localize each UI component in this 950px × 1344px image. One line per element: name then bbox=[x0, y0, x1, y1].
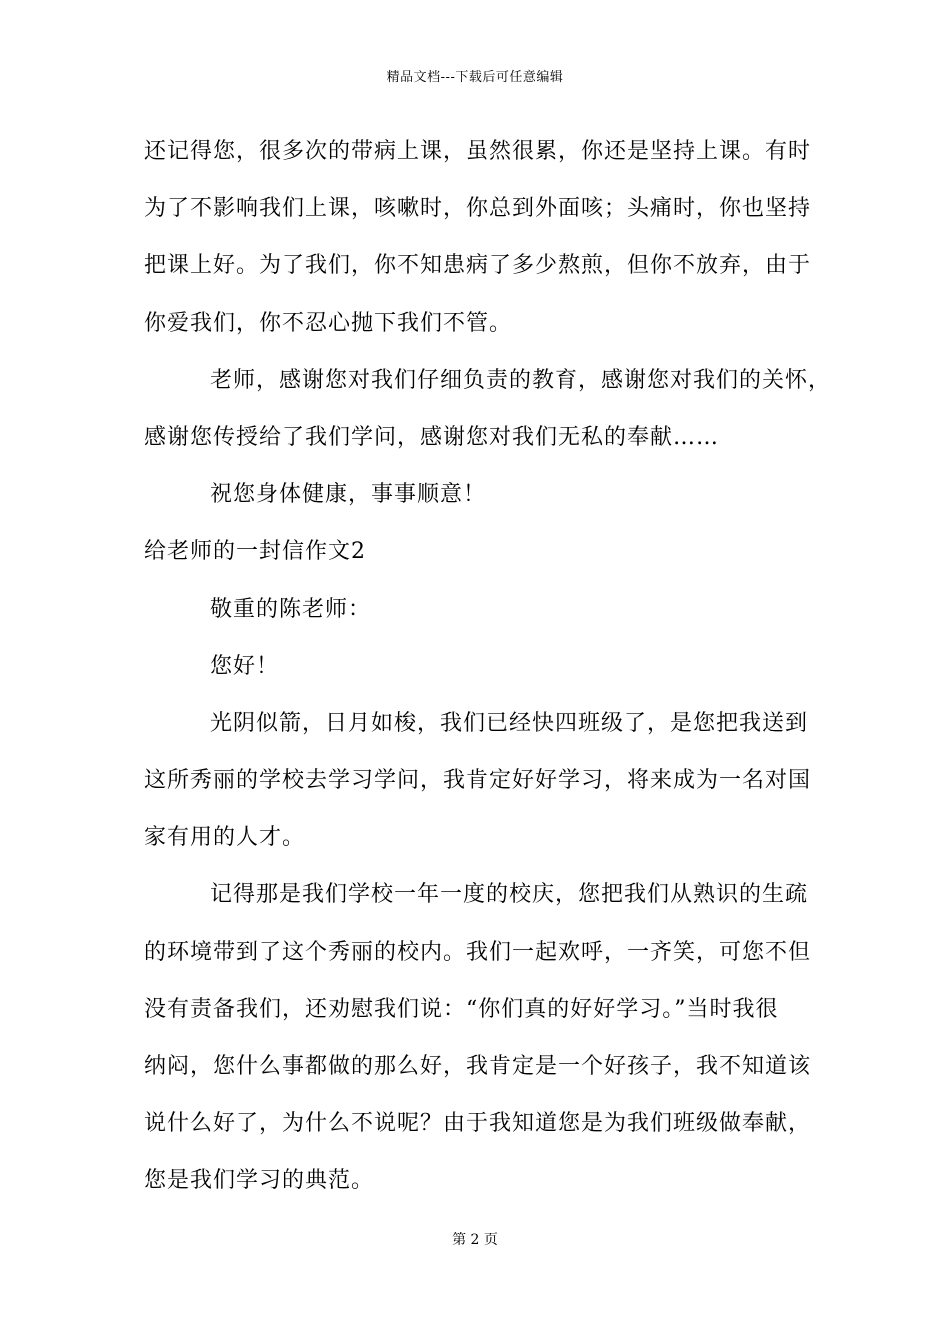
document-body bbox=[144, 132, 834, 1219]
text-line: 你爱我们，你不忍心抛下我们不管。 bbox=[144, 310, 513, 336]
text-line: 记得那是我们学校一年一度的校庆，您把我们从熟识的生疏 bbox=[210, 882, 809, 908]
text-line: 为了不影响我们上课，咳嗽时，你总到外面咳；头痛时，你也坚持 bbox=[144, 196, 812, 222]
salutation: 敬重的陈老师： bbox=[210, 596, 372, 622]
text-line: 祝您身体健康，事事顺意！ bbox=[210, 482, 487, 508]
text-line: 的环境带到了这个秀丽的校内。我们一起欢呼，一齐笑，可您不但 bbox=[144, 939, 812, 965]
text-line: 还记得您，很多次的带病上课，虽然很累，你还是坚持上课。有时 bbox=[144, 139, 812, 164]
text-line: 这所秀丽的学校去学习学问，我肯定好好学习，将来成为一名对国 bbox=[144, 768, 812, 794]
text-line: 纳闷，您什么事都做的那么好，我肯定是一个好孩子，我不知道该 bbox=[144, 1054, 812, 1079]
text-line: 感谢您传授给了我们学问，感谢您对我们无私的奉献…… bbox=[144, 424, 720, 450]
text-line: 老师，感谢您对我们仔细负责的教育，感谢您对我们的关怀， bbox=[210, 367, 832, 393]
text-line: 把课上好。为了我们，你不知患病了多少熬煎，但你不放弃，由于 bbox=[144, 253, 812, 279]
text-line: 光阴似箭，日月如梭，我们已经快四班级了，是您把我送到 bbox=[210, 710, 809, 736]
page-header: 精品文档---下载后可任意编辑 bbox=[386, 70, 564, 85]
text-line: 没有责备我们，还劝慰我们说：“你们真的好好学习。”当时我很 bbox=[144, 996, 779, 1022]
greeting: 您好！ bbox=[210, 653, 280, 679]
text-line: 家有用的人才。 bbox=[144, 825, 306, 851]
text-line: 您是我们学习的典范。 bbox=[144, 1168, 375, 1194]
section-title: 给老师的一封信作文2 bbox=[144, 539, 366, 565]
page-number: 第 2 页 bbox=[452, 1232, 498, 1248]
text-line: 说什么好了，为什么不说呢？由于我知道您是为我们班级做奉献， bbox=[144, 1111, 812, 1137]
